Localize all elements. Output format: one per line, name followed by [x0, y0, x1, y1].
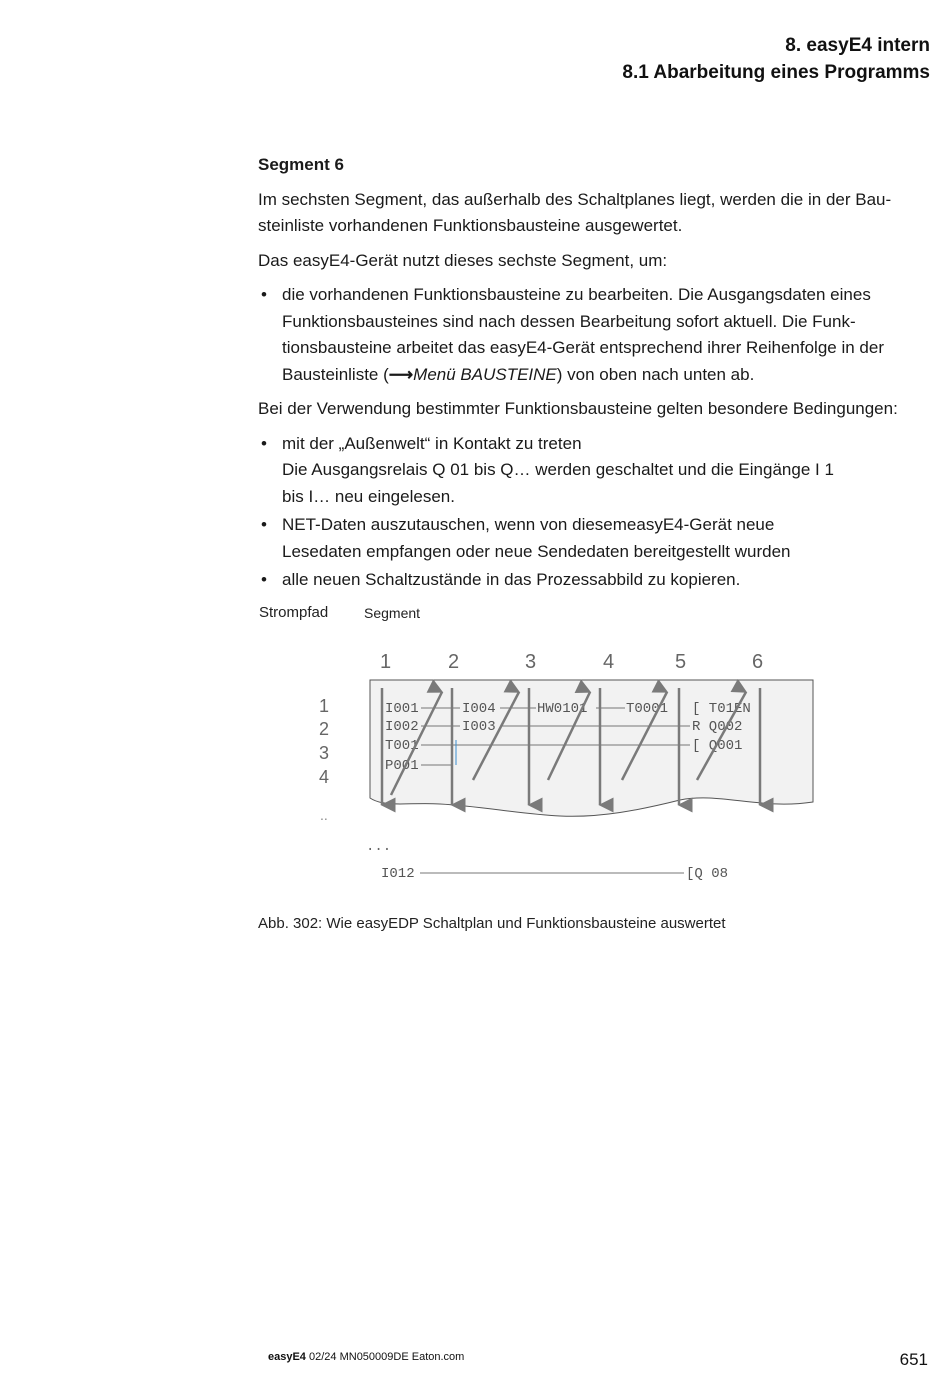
screen-cell: P001: [385, 758, 419, 774]
footer-doc: 02/24 MN050009DE: [309, 1351, 409, 1363]
segment-number: 4: [603, 651, 615, 673]
text-fragment: ) von oben nach unten ab.: [556, 364, 755, 384]
list-item: [258, 431, 930, 511]
text-line: bis I… neu eingelesen.: [282, 486, 455, 506]
list-item: [258, 512, 930, 565]
text-line: Die Ausgangsrelais Q 01 bis Q… werden geschaltet und die Eingänge I 1: [282, 460, 834, 479]
figure-caption: Abb. 302: Wie easyEDP Schaltplan und Funktionsbausteine auswertet: [258, 915, 726, 932]
label-strompfad: Strompfad: [259, 604, 329, 621]
ellipsis: ...: [366, 839, 392, 855]
text-fragment: Bausteinliste (: [282, 364, 389, 384]
text-line: • die vorhandenen Funktionsbausteine zu bearbeiten. Die Ausgangsdaten eines: [282, 285, 871, 304]
paragraph-conditions: Bei der Verwendung bestimmter Funktionsbausteine gelten besondere Bedingungen:: [258, 399, 898, 418]
footer-site[interactable]: Eaton.com: [411, 1351, 465, 1363]
page-number: 651: [899, 1350, 928, 1369]
bullet-list-1: [258, 282, 930, 388]
segment-number: 5: [675, 651, 687, 673]
row-number: 1: [319, 696, 330, 716]
row-number: 2: [319, 719, 330, 739]
main-content: [258, 152, 930, 602]
text-line: Funktionsbausteines sind nach dessen Bearbeitung sofort aktuell. Die Funk-: [282, 311, 856, 331]
chapter-title: 8. easyE4 intern: [785, 35, 930, 56]
program-diagram: [0, 630, 950, 930]
screen-cell: I004: [462, 701, 496, 717]
row-number: 4: [319, 767, 330, 787]
screen-cell: T0001: [626, 701, 669, 717]
screen-cell: R Q002: [692, 719, 743, 735]
text-line: Lesedaten empfangen oder neue Sendedaten bereitgestellt wurden: [282, 541, 791, 561]
text-line: Im sechsten Segment, das außerhalb des Schaltplanes liegt, werden die in der Bau-: [258, 189, 892, 209]
segment-number: 3: [525, 651, 537, 673]
page-header: [622, 32, 930, 86]
label-segment: Segment: [364, 605, 421, 621]
screen-cell: T001: [385, 738, 419, 754]
text-line: [282, 362, 930, 389]
list-item: [258, 282, 930, 388]
text-line: • alle neuen Schaltzustände in das Prozessabbild zu kopieren.: [282, 570, 741, 589]
paragraph-usage: Das easyE4-Gerät nutzt dieses sechste Segment, um:: [258, 250, 668, 270]
section-title: 8.1 Abarbeitung eines Programms: [622, 62, 930, 83]
text-line: • NET-Daten auszutauschen, wenn von diesemeasyE4-Gerät neue: [282, 515, 775, 534]
screen-cell: [ Q001: [692, 738, 743, 754]
paragraph-intro: [258, 187, 930, 240]
arrow-right-icon: ⟶: [388, 364, 414, 384]
list-item: [258, 567, 930, 594]
last-row-output: [Q 08: [686, 866, 729, 882]
page-footer: [268, 1351, 464, 1363]
last-row-input: I012: [381, 866, 415, 882]
row-number: 3: [319, 743, 330, 763]
text-line: steinliste vorhandenen Funktionsbausteine ausgewertet.: [258, 216, 683, 235]
segment-number: 6: [752, 651, 764, 673]
screen-cell: I003: [462, 719, 496, 735]
segment-number: 2: [448, 651, 460, 673]
segment-number: 1: [380, 651, 392, 673]
screen-cell: [ T01EN: [692, 701, 751, 717]
footer-product: easyE4: [268, 1351, 306, 1363]
screen-cell: I001: [385, 701, 419, 717]
screen-cell: I002: [385, 719, 419, 735]
cross-reference-link[interactable]: Menü BAUSTEINE: [413, 364, 557, 384]
row-dots: ..: [320, 807, 328, 823]
segment-heading: Segment 6: [258, 155, 344, 174]
bullet-list-2: [258, 431, 930, 594]
screen-cell: HW0101: [537, 701, 588, 717]
text-line: tionsbausteine arbeitet das easyE4-Gerät entsprechend ihrer Reihenfolge in der: [282, 338, 884, 357]
text-line: • mit der „Außenwelt“ in Kontakt zu treten: [282, 433, 582, 453]
